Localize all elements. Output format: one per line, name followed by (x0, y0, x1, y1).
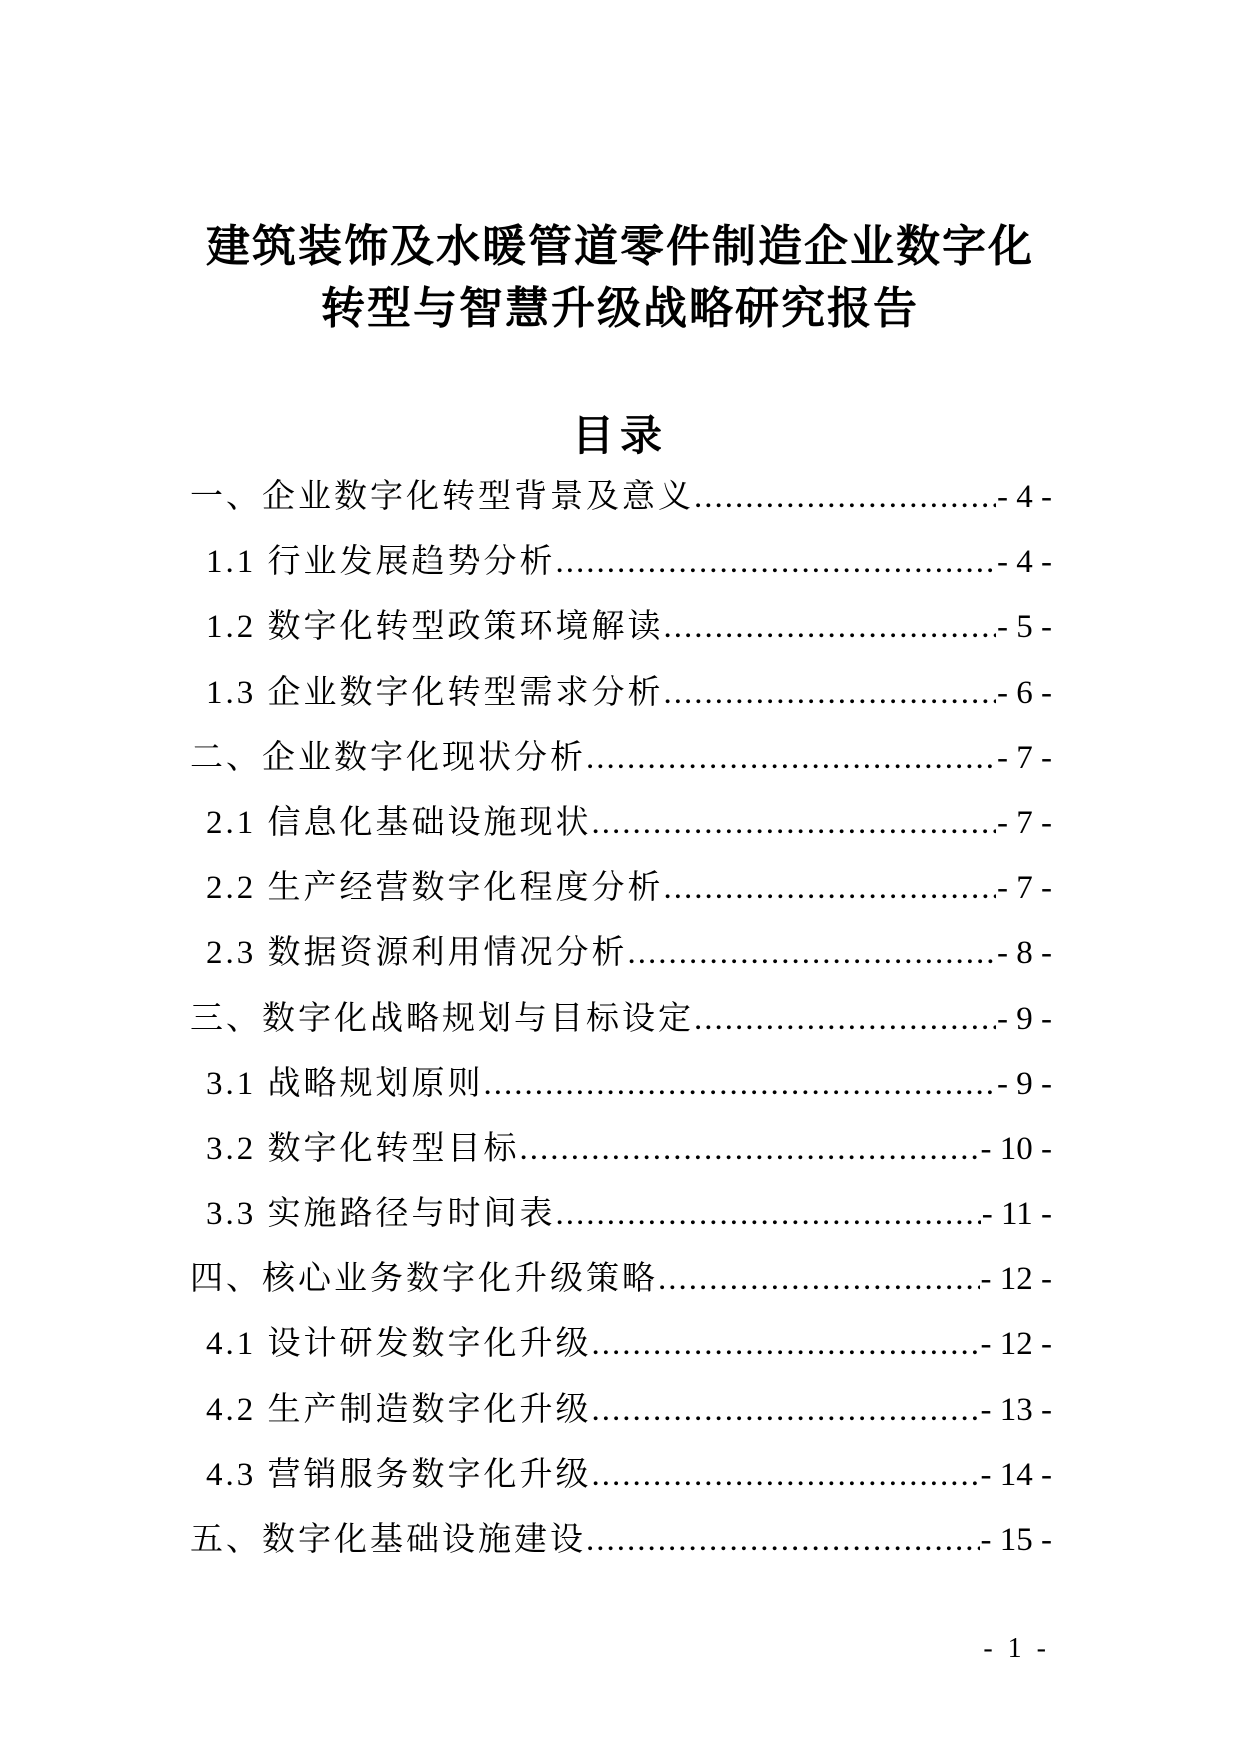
toc-leader-dots (592, 1443, 980, 1508)
toc-entry-label: 三、数字化战略规划与目标设定 (190, 1000, 694, 1037)
toc-entry[interactable] (190, 595, 1052, 660)
toc-entry-page-number: - 9 - (997, 1000, 1052, 1037)
toc-entry-page-number: - 7 - (997, 870, 1052, 907)
toc-entry-label: 2.3 数据资源利用情况分析 (206, 935, 628, 972)
toc-entry-page-number: - 4 - (997, 544, 1052, 581)
toc-leader-dots (658, 1247, 980, 1312)
toc-entry-label: 一、企业数字化转型背景及意义 (190, 479, 694, 515)
toc-entry-page-number: - 5 - (997, 609, 1052, 646)
toc-entry-page-number: - 6 - (997, 674, 1052, 711)
toc-entry-page-number: - 7 - (997, 804, 1052, 841)
toc-entry-label: 4.1 设计研发数字化升级 (206, 1326, 592, 1363)
toc-entry[interactable] (190, 1052, 1052, 1117)
toc-entry-label: 2.2 生产经营数字化程度分析 (206, 870, 664, 907)
toc-leader-dots (664, 661, 997, 726)
toc-entry-page-number: - 7 - (997, 739, 1052, 776)
toc-leader-dots (694, 465, 996, 530)
toc-entry[interactable] (190, 1117, 1052, 1182)
toc-entry[interactable] (190, 856, 1052, 921)
toc-entry-page-number: - 4 - (997, 479, 1052, 515)
toc-leader-dots (592, 791, 997, 856)
toc-leader-dots (520, 1117, 980, 1182)
toc-list (190, 465, 1052, 1573)
toc-entry-label: 3.2 数字化转型目标 (206, 1130, 520, 1167)
toc-entry-page-number: - 12 - (980, 1326, 1052, 1363)
toc-leader-dots (592, 1312, 980, 1377)
toc-leader-dots (586, 726, 996, 791)
toc-entry[interactable] (190, 921, 1052, 986)
toc-entry-label: 3.3 实施路径与时间表 (206, 1196, 556, 1233)
toc-entry[interactable] (190, 1182, 1052, 1247)
toc-entry[interactable] (190, 661, 1052, 726)
toc-entry[interactable] (190, 987, 1052, 1052)
toc-entry-page-number: - 15 - (980, 1522, 1052, 1558)
toc-entry[interactable] (190, 1508, 1052, 1573)
toc-entry-page-number: - 11 - (981, 1196, 1052, 1233)
toc-entry[interactable] (190, 530, 1052, 595)
toc-entry-label: 1.3 企业数字化转型需求分析 (206, 674, 664, 711)
page-number-footer: - 1 - (983, 1633, 1050, 1664)
toc-entry-label: 2.1 信息化基础设施现状 (206, 804, 592, 841)
toc-entry-label: 4.3 营销服务数字化升级 (206, 1456, 592, 1493)
toc-leader-dots (586, 1508, 980, 1573)
toc-entry-label: 1.1 行业发展趋势分析 (206, 544, 556, 581)
toc-leader-dots (694, 987, 996, 1052)
toc-entry-label: 五、数字化基础设施建设 (190, 1522, 586, 1558)
toc-entry-page-number: - 9 - (997, 1065, 1052, 1102)
toc-entry-page-number: - 8 - (997, 935, 1052, 972)
toc-entry[interactable] (190, 1312, 1052, 1377)
toc-heading: 目录 (571, 412, 668, 459)
toc-leader-dots (484, 1052, 997, 1117)
toc-entry[interactable] (190, 1247, 1052, 1312)
toc-entry-label: 四、核心业务数字化升级策略 (190, 1261, 658, 1298)
toc-entry[interactable] (190, 1443, 1052, 1508)
document-title-line-2: 转型与智慧升级战略研究报告 (321, 284, 919, 333)
toc-leader-dots (628, 921, 997, 986)
document-title-line-1: 建筑装饰及水暖管道零件制造企业数字化 (206, 222, 1034, 271)
toc-leader-dots (664, 595, 997, 660)
toc-entry-page-number: - 10 - (980, 1130, 1052, 1167)
toc-entry[interactable] (190, 726, 1052, 791)
toc-entry-label: 4.2 生产制造数字化升级 (206, 1391, 592, 1428)
toc-leader-dots (556, 1182, 981, 1247)
toc-entry-page-number: - 13 - (980, 1391, 1052, 1428)
toc-entry-page-number: - 14 - (980, 1456, 1052, 1493)
toc-entry-label: 3.1 战略规划原则 (206, 1065, 484, 1102)
toc-entry-label: 1.2 数字化转型政策环境解读 (206, 609, 664, 646)
toc-entry-label: 二、企业数字化现状分析 (190, 739, 586, 776)
toc-entry-page-number: - 12 - (980, 1261, 1052, 1298)
toc-leader-dots (592, 1378, 980, 1443)
toc-entry[interactable] (190, 465, 1052, 530)
toc-leader-dots (664, 856, 997, 921)
toc-entry[interactable] (190, 1378, 1052, 1443)
document-title (0, 216, 1240, 340)
toc-leader-dots (556, 530, 997, 595)
toc-entry[interactable] (190, 791, 1052, 856)
